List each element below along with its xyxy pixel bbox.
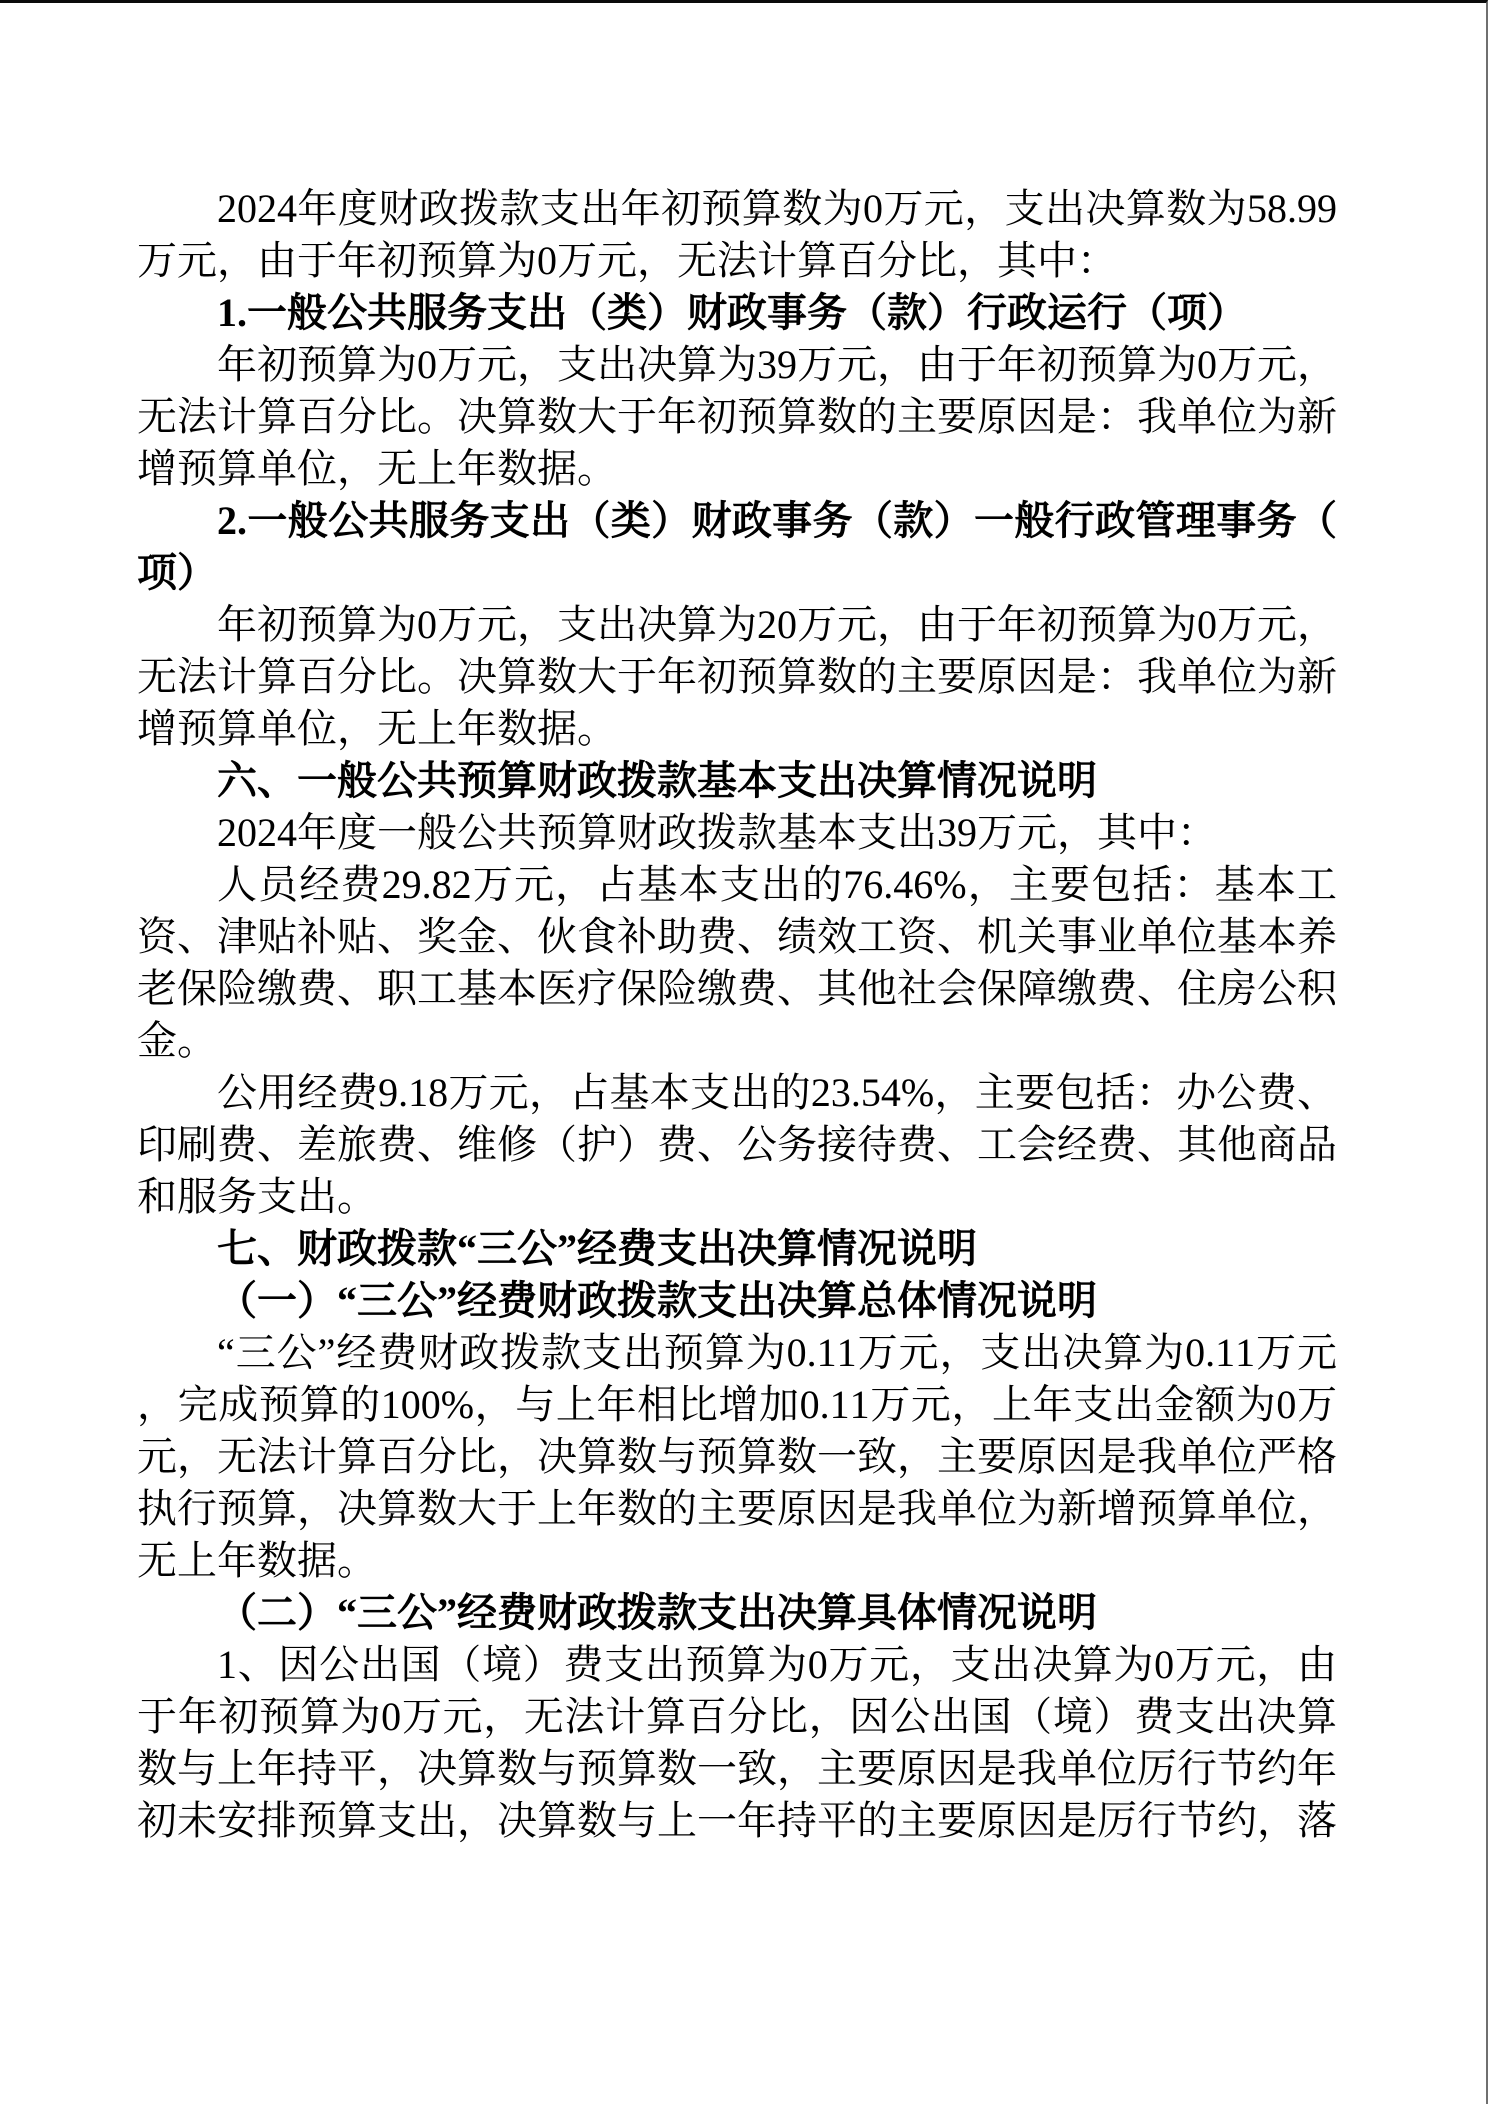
paragraph: 年初预算为0万元，支出决算为39万元，由于年初预算为0万元，无法计算百分比。决算数大于年初预算数的主要原因是：我单位为新增预算单位，无上年数据。 <box>137 342 1337 491</box>
text-block <box>137 183 1337 1847</box>
paragraph: 2024年度一般公共预算财政拨款基本支出39万元，其中： <box>217 810 1217 855</box>
paragraph: 1、因公出国（境）费支出预算为0万元，支出决算为0万元，由于年初预算为0万元，无法计算百分比，因公出国（境）费支出决算数与上年持平，决算数与预算数一致，主要原因是我单位厉行节约年初未安排预算支出，决算数与上一年持平的主要原因是厉行节约，落 <box>137 1642 1337 1843</box>
section-heading: 1.一般公共服务支出（类）财政事务（款）行政运行（项） <box>217 290 1247 335</box>
paragraph: 公用经费9.18万元，占基本支出的23.54%，主要包括：办公费、印刷费、差旅费、维修（护）费、公务接待费、工会经费、其他商品和服务支出。 <box>137 1070 1337 1219</box>
section-heading: 七、财政拨款“三公”经费支出决算情况说明 <box>217 1226 977 1271</box>
section-heading: （一）“三公”经费财政拨款支出决算总体情况说明 <box>217 1278 1097 1323</box>
section-heading: （二）“三公”经费财政拨款支出决算具体情况说明 <box>217 1590 1097 1635</box>
paragraph: “三公”经费财政拨款支出预算为0.11万元，支出决算为0.11万元，完成预算的100%，与上年相比增加0.11万元，上年支出金额为0万元，无法计算百分比，决算数与预算数一致，主要原因是我单位严格执行预算，决算数大于上年数的主要原因是我单位为新增预算单位，无上年数据。 <box>137 1330 1337 1583</box>
paragraph: 人员经费29.82万元，占基本支出的76.46%，主要包括：基本工资、津贴补贴、奖金、伙食补助费、绩效工资、机关事业单位基本养老保险缴费、职工基本医疗保险缴费、其他社会保障缴费、住房公积金。 <box>137 862 1337 1063</box>
section-heading: 六、一般公共预算财政拨款基本支出决算情况说明 <box>217 758 1097 803</box>
paragraph: 年初预算为0万元，支出决算为20万元，由于年初预算为0万元，无法计算百分比。决算数大于年初预算数的主要原因是：我单位为新增预算单位，无上年数据。 <box>137 602 1337 751</box>
paragraph: 2024年度财政拨款支出年初预算数为0万元，支出决算数为58.99万元，由于年初预算为0万元，无法计算百分比，其中： <box>137 186 1337 283</box>
section-heading: 2.一般公共服务支出（类）财政事务（款）一般行政管理事务（项） <box>137 498 1337 595</box>
